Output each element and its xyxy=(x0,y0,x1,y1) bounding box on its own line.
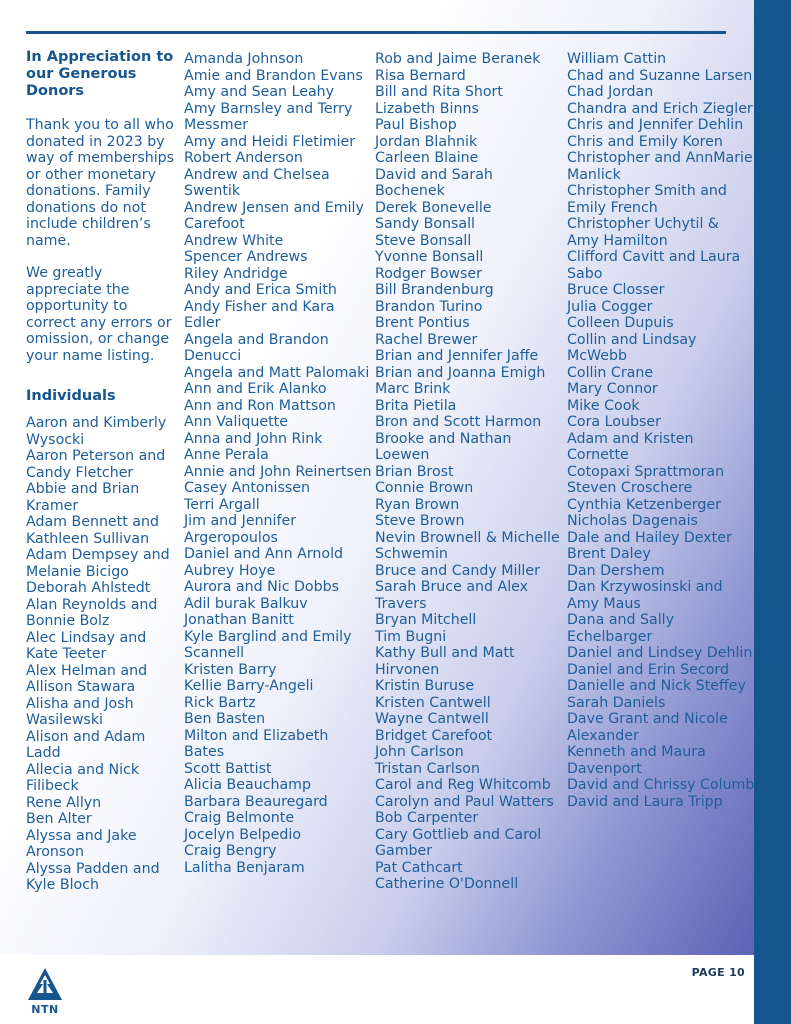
donor-name: Brita Pietila xyxy=(375,397,457,414)
donor-name: Sarah Daniels xyxy=(567,694,666,711)
donor-name: Catherine O'Donnell xyxy=(375,876,519,892)
donor-list-col1 xyxy=(26,415,178,894)
donor-name: Amy and Sean Leahy xyxy=(184,84,335,100)
donor-name: Adil burak Balkuv xyxy=(184,595,308,612)
donor-name: Dave Grant and Nicole Alexander xyxy=(567,711,728,744)
donor-name: Collin and Lindsay McWebb xyxy=(567,331,697,364)
donor-name: Derek Bonevelle xyxy=(375,199,492,216)
donor-name: Dana and Sally Echelbarger xyxy=(567,612,674,645)
intro-text xyxy=(26,117,178,364)
donor-name: Spencer Andrews xyxy=(184,249,308,265)
donor-name: Connie Brown xyxy=(375,480,474,496)
intro-paragraph-1: Thank you to all who donated in 2023 by way of memberships or other monetary donations. Family donations do not include children’s name. xyxy=(26,117,175,249)
donor-name: Cary Gottlieb and Carol Gamber xyxy=(375,826,542,859)
donor-name: Dan Dershem xyxy=(567,562,665,579)
donor-name: Chad Jordan xyxy=(567,84,654,100)
donor-name: Adam Bennett and Kathleen Sullivan xyxy=(26,514,159,547)
donor-name: Scott Battist xyxy=(184,760,272,777)
donor-name: Bryan Mitchell xyxy=(375,612,477,628)
donor-list-col2 xyxy=(184,51,372,876)
donor-name: Kristen Cantwell xyxy=(375,694,491,711)
donor-name: Tristan Carlson xyxy=(375,760,480,777)
donor-name: Amy Barnsley and Terry Messmer xyxy=(184,100,353,133)
donor-name: Rachel Brewer xyxy=(375,331,478,348)
donor-name: Bob Carpenter xyxy=(375,810,479,826)
donor-name: Bill Brandenburg xyxy=(375,282,494,298)
donor-name: Tim Bugni xyxy=(375,628,447,645)
donor-name: Paul Bishop xyxy=(375,117,457,133)
donor-name: Carolyn and Paul Watters xyxy=(375,793,554,810)
donor-name: Steve Brown xyxy=(375,513,465,529)
donor-name: Wayne Cantwell xyxy=(375,711,489,727)
donor-name: Deborah Ahlstedt xyxy=(26,580,151,596)
donor-name: Christopher and AnnMarie Manlick xyxy=(567,150,753,183)
donor-name: Alan Reynolds and Bonnie Bolz xyxy=(26,596,158,629)
donor-name: Cora Loubser xyxy=(567,414,661,430)
donor-name: Jocelyn Belpedio xyxy=(184,826,301,843)
donor-name: Rob and Jaime Beranek xyxy=(375,51,541,67)
donor-name: Ben Alter xyxy=(26,811,92,827)
donor-name: Ann and Erik Alanko xyxy=(184,381,327,397)
donor-name: Carol and Reg Whitcomb xyxy=(375,777,551,793)
donor-name: Pat Cathcart xyxy=(375,859,463,876)
donor-name: Daniel and Ann Arnold xyxy=(184,546,344,562)
donor-name: Ben Basten xyxy=(184,711,266,727)
donor-name: Andy and Erica Smith xyxy=(184,282,337,298)
donor-name: Rodger Bowser xyxy=(375,265,482,282)
donor-name: Riley Andridge xyxy=(184,265,288,282)
donor-name: Chandra and Erich Ziegler xyxy=(567,100,753,117)
donor-name: Christopher Uchytil & Amy Hamilton xyxy=(567,216,719,249)
donor-name: Alison and Adam Ladd xyxy=(26,728,146,761)
donor-name: Alex Helman and Allison Stawara xyxy=(26,662,148,695)
donor-name: Dan Krzywosinski and Amy Maus xyxy=(567,579,723,612)
donor-name: Aaron Peterson and Candy Fletcher xyxy=(26,448,166,481)
donor-name: Alisha and Josh Wasilewski xyxy=(26,695,134,728)
donor-name: Marc Brink xyxy=(375,381,451,397)
donor-name: John Carlson xyxy=(375,744,464,760)
donor-name: Casey Antonissen xyxy=(184,480,311,496)
donor-name: Ann and Ron Mattson xyxy=(184,397,336,414)
donor-name: Andrew Jensen and Emily Carefoot xyxy=(184,199,364,232)
donor-name: Brandon Turino xyxy=(375,298,483,315)
donor-name: Aaron and Kimberly Wysocki xyxy=(26,415,167,448)
donor-name: Craig Belmonte xyxy=(184,810,295,826)
donor-name: Risa Bernard xyxy=(375,67,466,84)
donor-name: Allecia and Nick Filibeck xyxy=(26,761,140,794)
donor-name: Mike Cook xyxy=(567,397,640,414)
donor-name: Bill and Rita Short xyxy=(375,84,503,100)
donor-name: Sandy Bonsall xyxy=(375,216,475,232)
donor-name: Brian and Jennifer Jaffe xyxy=(375,348,539,364)
donor-name: Alec Lindsay and Kate Teeter xyxy=(26,629,147,662)
donor-name: Cynthia Ketzenberger xyxy=(567,496,721,513)
donor-name: Alicia Beauchamp xyxy=(184,777,311,793)
donor-name: Sarah Bruce and Alex Travers xyxy=(375,579,529,612)
donor-name: Ann Valiquette xyxy=(184,414,288,430)
donor-name: Milton and Elizabeth Bates xyxy=(184,727,329,760)
donor-name: Alyssa and Jake Aronson xyxy=(26,827,137,860)
donor-name: Brian Brost xyxy=(375,463,454,480)
donor-name: David and Laura Tripp xyxy=(567,793,723,810)
donor-name: Chad and Suzanne Larsen xyxy=(567,67,753,84)
donor-name: Aubrey Hoye xyxy=(184,562,276,579)
donor-name: Collin Crane xyxy=(567,364,654,381)
donor-name: Bron and Scott Harmon xyxy=(375,414,542,430)
logo-text: NTN xyxy=(31,1003,59,1016)
donor-list-col4 xyxy=(567,51,755,810)
donor-name: Danielle and Nick Steffey xyxy=(567,678,746,694)
donor-name: Amie and Brandon Evans xyxy=(184,67,363,84)
intro-paragraph-2: We greatly appreciate the opportunity to correct any errors or omission, or change your name listing. xyxy=(26,265,172,364)
donor-name: Brooke and Nathan Loewen xyxy=(375,430,512,463)
page-number: PAGE 10 xyxy=(691,966,745,979)
donor-name: Adam and Kristen Cornette xyxy=(567,430,694,463)
donor-name: Craig Bengry xyxy=(184,843,277,859)
donor-name: William Cattin xyxy=(567,51,667,67)
donor-name: Kyle Barglind and Emily Scannell xyxy=(184,628,352,661)
donor-name: Steve Bonsall xyxy=(375,232,472,249)
donor-name: Angela and Brandon Denucci xyxy=(184,331,329,364)
donor-name: Kristin Buruse xyxy=(375,678,475,694)
donor-name: Nicholas Dagenais xyxy=(567,513,698,529)
donor-name: Anna and John Rink xyxy=(184,430,323,447)
donor-name: Robert Anderson xyxy=(184,150,303,166)
donor-name: Kathy Bull and Matt Hirvonen xyxy=(375,645,515,678)
donor-name: Chris and Jennifer Dehlin xyxy=(567,117,744,133)
donor-name: Lizabeth Binns xyxy=(375,100,479,117)
donor-name: Kenneth and Maura Davenport xyxy=(567,744,706,777)
donor-name: Amy and Heidi Fletimier xyxy=(184,133,356,150)
donor-name: Brent Pontius xyxy=(375,315,470,331)
donor-name: Lalitha Benjaram xyxy=(184,859,305,876)
donor-name: Amanda Johnson xyxy=(184,51,304,67)
donor-name: Rene Allyn xyxy=(26,794,102,811)
donor-name: Bruce Closser xyxy=(567,282,665,298)
intro-column xyxy=(26,49,178,894)
donor-name: Carleen Blaine xyxy=(375,150,479,166)
donor-name: Aurora and Nic Dobbs xyxy=(184,579,340,595)
donor-name: Anne Perala xyxy=(184,447,269,463)
donor-name: Yvonne Bonsall xyxy=(375,249,484,265)
donor-name: Mary Connor xyxy=(567,381,658,397)
donor-name: Rick Bartz xyxy=(184,694,256,711)
donor-name: Jonathan Banitt xyxy=(184,612,294,628)
donor-name: Kellie Barry-Angeli xyxy=(184,678,314,694)
donor-name: Bruce and Candy Miller xyxy=(375,562,540,579)
donor-name: Terri Argall xyxy=(184,496,260,513)
donor-name: Steven Croschere xyxy=(567,480,693,496)
donor-name: Barbara Beauregard xyxy=(184,793,328,810)
donor-name: Annie and John Reinertsen xyxy=(184,463,372,480)
donor-name: Abbie and Brian Kramer xyxy=(26,481,140,514)
donor-name: David and Sarah Bochenek xyxy=(375,166,493,199)
donor-list-col3 xyxy=(375,51,563,893)
donor-name: Brian and Joanna Emigh xyxy=(375,364,546,381)
donor-name: Dale and Hailey Dexter xyxy=(567,529,732,546)
section-title: In Appreciation to our Generous Donors xyxy=(26,49,174,99)
donor-name: Brent Daley xyxy=(567,546,651,562)
donor-name: Chris and Emily Koren xyxy=(567,133,723,150)
donor-name: Andy Fisher and Kara Edler xyxy=(184,298,335,331)
donor-name: Cotopaxi Sprattmoran xyxy=(567,463,725,480)
right-sidebar-bar xyxy=(754,0,791,1024)
donor-name: Ryan Brown xyxy=(375,496,460,513)
donor-name: Jim and Jennifer Argeropoulos xyxy=(184,513,297,546)
donor-name: Andrew and Chelsea Swentik xyxy=(184,166,330,199)
donor-name: Angela and Matt Palomaki xyxy=(184,364,370,381)
individuals-heading: Individuals xyxy=(26,388,116,404)
donor-name: Jordan Blahnik xyxy=(375,133,478,150)
donor-name: David and Chrissy Columb xyxy=(567,777,755,793)
donor-name: Alyssa Padden and Kyle Bloch xyxy=(26,860,160,893)
donor-name: Bridget Carefoot xyxy=(375,727,493,744)
donor-name: Andrew White xyxy=(184,232,284,249)
donor-name: Christopher Smith and Emily French xyxy=(567,183,727,216)
donor-name: Adam Dempsey and Melanie Bicigo xyxy=(26,547,170,580)
donor-name: Kristen Barry xyxy=(184,661,277,678)
donor-name: Nevin Brownell & Michelle Schwemin xyxy=(375,529,560,562)
donor-name: Daniel and Lindsey Dehlin xyxy=(567,645,753,661)
donor-name: Daniel and Erin Secord xyxy=(567,661,729,678)
donor-name: Clifford Cavitt and Laura Sabo xyxy=(567,249,741,282)
top-divider xyxy=(26,31,726,34)
donor-name: Colleen Dupuis xyxy=(567,315,674,331)
donor-name: Julia Cogger xyxy=(567,298,653,315)
